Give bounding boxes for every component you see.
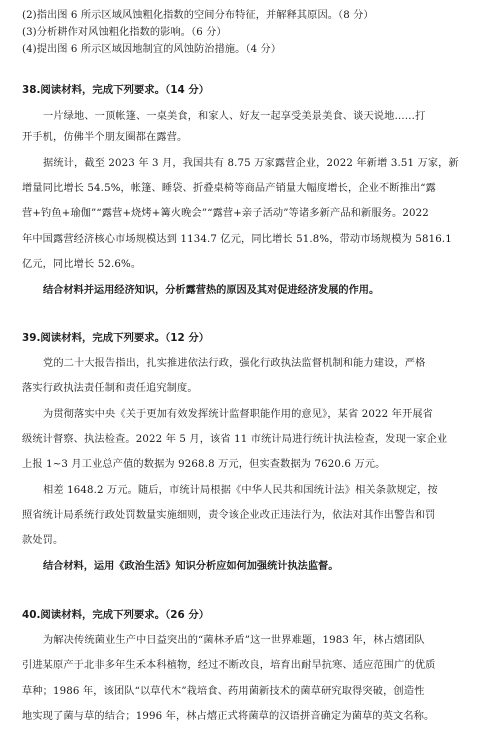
question-40-heading: 40.阅读材料，完成下列要求。（26 分） <box>22 609 210 621</box>
paragraph-line: 为解决传统菌业生产中日益突出的“菌林矛盾”这一世界难题，1983 年，林占熺团队 <box>43 635 425 646</box>
paragraph-line: 党的二十大报告指出，扎实推进依法行政，强化行政执法监督机制和能力建设，严格 <box>43 358 426 369</box>
paragraph-line: 为贯彻落实中央《关于更加有效发挥统计监督职能作用的意见》，某省 2022 年开展省 <box>43 409 434 420</box>
paragraph-line: 营+钓鱼+瑜伽”“露营+烧烤+篝火晚会”“露营+亲子活动”等诸多新产品和新服务。2022 <box>22 208 429 219</box>
paragraph-line: 引进某原产于北非多年生禾本科植物，经过不断改良，培育出耐旱抗寒、适应范围广的优质 <box>22 660 436 671</box>
paragraph-line: 增量同比增长 54.5%，帐篷、睡袋、折叠桌椅等商品产销量大幅度增长，企业不断推出“露 <box>22 183 437 194</box>
question-39-task: 结合材料，运用《政治生活》知识分析应如何加强统计执法监督。 <box>43 561 339 572</box>
paragraph-line: 款处罚。 <box>22 535 64 546</box>
paragraph-line: 级统计督察、执法检查。2022 年 5 月，该省 11 市统计局进行统计执法检查，发现一家企业 <box>22 434 448 445</box>
paragraph-line: 据统计，截至 2023 年 3 月，我国共有 8.75 万家露营企业，2022 年新增 3.51 万家，新 <box>43 158 459 169</box>
paragraph-line: 上报 1~3 月工业总产值的数据为 9268.8 万元，但实查数据为 7620.6 万元。 <box>22 459 386 470</box>
paragraph-line: 相差 1648.2 万元。随后，市统计局根据《中华人民共和国统计法》相关条款规定，按 <box>43 485 438 496</box>
paragraph-line: 年中国露营经济核心市场规模达到 1134.7 亿元，同比增长 51.8%，带动市场规模为 5816.1 <box>22 234 452 245</box>
paragraph-line: 落实行政执法责任制和责任追究制度。 <box>22 383 198 394</box>
paragraph-line: 开手机，仿佛半个朋友圈都在露营。 <box>22 132 188 143</box>
question-38-heading: 38.阅读材料，完成下列要求。（14 分） <box>22 84 210 96</box>
question-item: (2)指出图 6 所示区域风蚀粗化指数的空间分布特征，并解释其原因。（8 分） <box>22 10 374 21</box>
question-item: (3)分析耕作对风蚀粗化指数的影响。（6 分） <box>22 27 227 38</box>
question-38-task: 结合材料并运用经济知识，分析露营热的原因及其对促进经济发展的作用。 <box>43 285 380 296</box>
paragraph-line: 地实现了菌与草的结合；1996 年，林占熺正式将菌草的汉语拼音确定为菌草的英文名称。 <box>22 711 435 722</box>
paragraph-line: 照省统计局系统行政处罚数量实施细则，责令该企业改正违法行为，依法对其作出警告和罚 <box>22 510 436 521</box>
paragraph-line: 一片绿地、一顶帐篷、一桌美食，和家人、好友一起享受美景美食、谈天说地……打 <box>43 111 426 122</box>
paragraph-line: 亿元，同比增长 52.6%。 <box>22 259 142 270</box>
question-item: (4)提出图 6 所示区域因地制宜的风蚀防治措施。（4 分） <box>22 44 282 55</box>
paragraph-line: 草种；1986 年，该团队“以草代木”栽培食、药用菌新技术的菌草研究取得突破，创造性 <box>22 686 425 697</box>
question-39-heading: 39.阅读材料，完成下列要求。（12 分） <box>22 332 210 344</box>
